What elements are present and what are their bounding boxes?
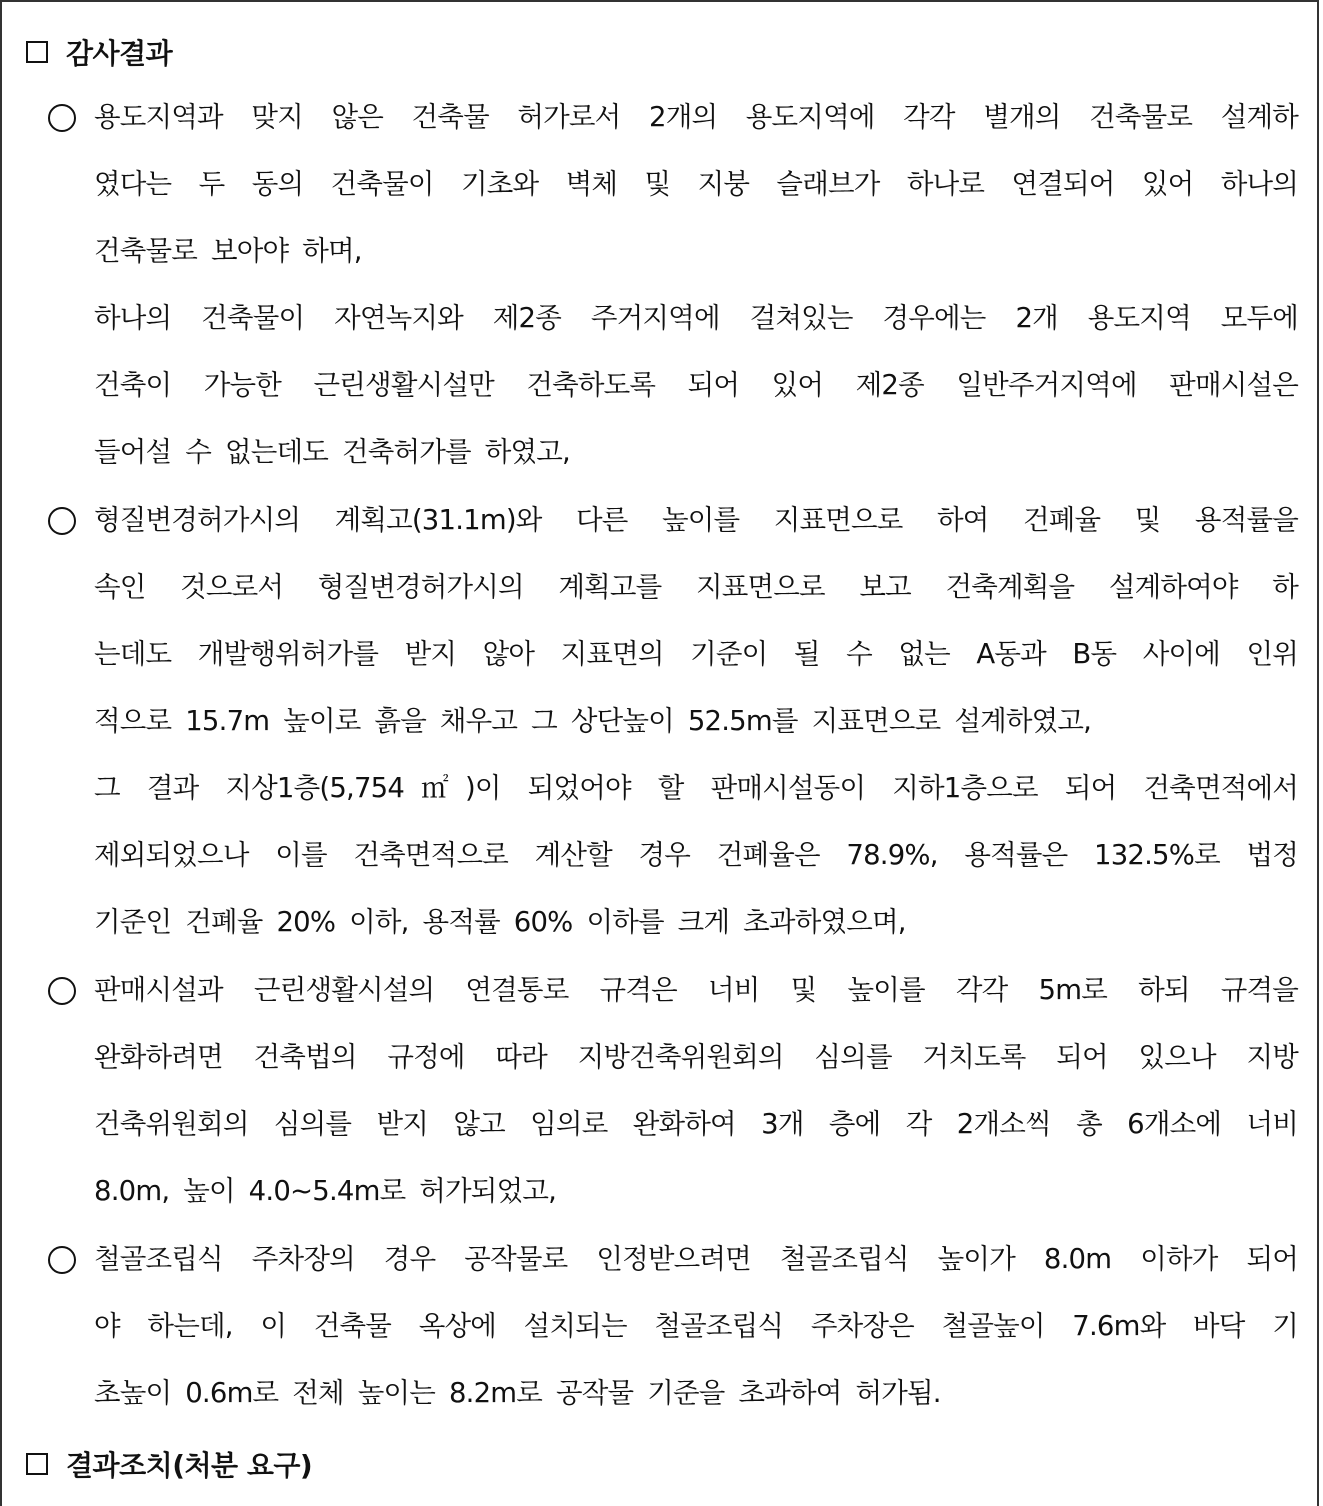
text-line: 용도지역과 맞지 않은 건축물 허가로서 2개의 용도지역에 각각 별개의 건축물로 설계하 [94,101,1298,133]
heading-audit-result-text: 감사결과 [66,37,173,70]
heading-audit-result [26,32,172,72]
text-line: 건축이 가능한 근린생활시설만 건축하도록 되어 있어 제2종 일반주거지역에 판매시설은 [94,369,1298,401]
circle-bullet-icon [48,104,76,132]
text-line: 기준인 건폐율 20% 이하, 용적률 60% 이하를 크게 초과하였으며, [94,906,906,938]
text-line: 하나의 건축물이 자연녹지와 제2종 주거지역에 걸쳐있는 경우에는 2개 용도지역 모두에 [94,302,1298,334]
circle-bullet-icon [48,507,76,535]
text-line: 였다는 두 동의 건축물이 기초와 벽체 및 지붕 슬래브가 하나로 연결되어 있어 하나의 [94,168,1298,200]
text-line: 건축물로 보아야 하며, [94,235,362,267]
text-line: 완화하려면 건축법의 규정에 따라 지방건축위원회의 심의를 거치도록 되어 있으나 지방 [94,1041,1298,1073]
circle-bullet-icon [48,1246,76,1274]
text-line: 건축위원회의 심의를 받지 않고 임의로 완화하여 3개 층에 각 2개소씩 총 6개소에 너비 [94,1108,1298,1140]
text-line: 그 결과 지상1층(5,754㎡)이 되었어야 할 판매시설동이 지하1층으로 되어 건축면적에서 [94,772,1298,804]
text-line: 적으로 15.7m 높이로 흙을 채우고 그 상단높이 52.5m를 지표면으로 설계하였고, [94,705,1092,737]
text-line: 제외되었으나 이를 건축면적으로 계산할 경우 건폐율은 78.9%, 용적률은 132.5%로 법정 [94,839,1298,871]
text-line: 들어설 수 없는데도 건축허가를 하였고, [94,436,570,468]
text-line: 속인 것으로서 형질변경허가시의 계획고를 지표면으로 보고 건축계획을 설계하여야 하 [94,571,1298,603]
text-line: 철골조립식 주차장의 경우 공작물로 인정받으려면 철골조립식 높이가 8.0m 이하가 되어 [94,1243,1298,1275]
text-line: 초높이 0.6m로 전체 높이는 8.2m로 공작물 기준을 초과하여 허가됨. [94,1377,941,1409]
text-line: 8.0m, 높이 4.0~5.4m로 허가되었고, [94,1175,557,1207]
square-bullet-icon [26,41,48,63]
square-bullet-icon [26,1453,48,1475]
heading-result-action-text: 결과조치(처분 요구) [66,1449,313,1482]
heading-result-action [26,1444,312,1484]
text-line: 형질변경허가시의 계획고(31.1m)와 다른 높이를 지표면으로 하여 건폐율 및 용적률을 [94,504,1298,536]
text-line: 판매시설과 근린생활시설의 연결통로 규격은 너비 및 높이를 각각 5m로 하되 규격을 [94,974,1298,1006]
circle-bullet-icon [48,977,76,1005]
text-line: 야 하는데, 이 건축물 옥상에 설치되는 철골조립식 주차장은 철골높이 7.6m와 바닥 기 [94,1310,1298,1342]
text-line: 는데도 개발행위허가를 받지 않아 지표면의 기준이 될 수 없는 A동과 B동 사이에 인위 [94,638,1298,670]
